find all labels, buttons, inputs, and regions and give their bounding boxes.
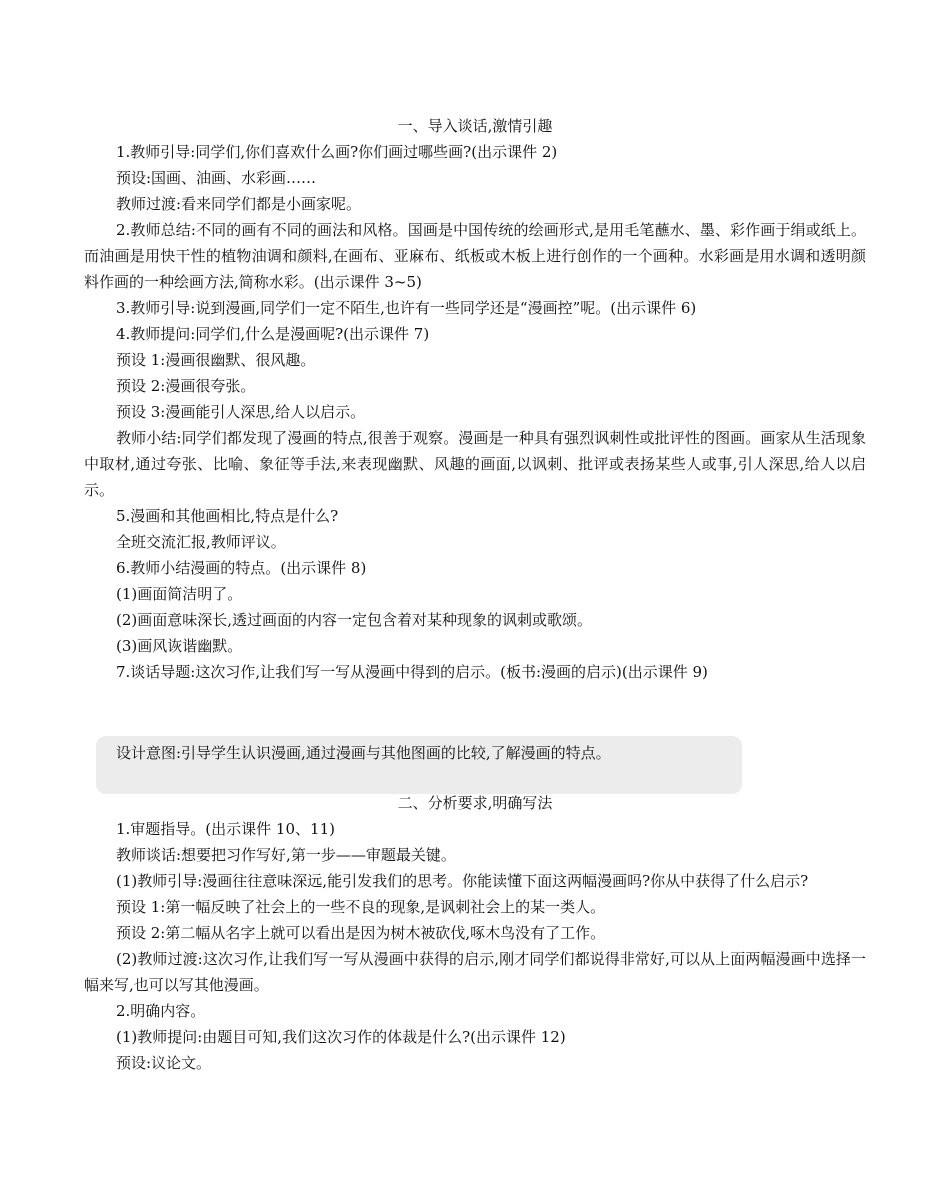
paragraph: 1.审题指导。(出示课件 10、11) bbox=[116, 820, 335, 838]
paragraph: (1)教师引导:漫画往往意味深远,能引发我们的思考。你能读懂下面这两幅漫画吗?你从中获得了什么启示? bbox=[116, 872, 809, 890]
paragraph: (1)画面简洁明了。 bbox=[116, 585, 243, 603]
paragraph: 教师谈话:想要把习作写好,第一步——审题最关键。 bbox=[116, 846, 456, 864]
paragraph: 预设:国画、油画、水彩画…… bbox=[116, 169, 317, 187]
section-1-body bbox=[84, 139, 866, 685]
section-heading-1: 一、导入谈话,激情引趣 bbox=[397, 117, 553, 135]
paragraph: 教师小结:同学们都发现了漫画的特点,很善于观察。漫画是一种具有强烈讽刺性或批评性的图画。画家从生活现象中取材,通过夸张、比喻、象征等手法,来表现幽默、风趣的画面,以讽刺、批评或表扬某些人或事,引人深思,给人以启示。 bbox=[84, 429, 866, 499]
paragraph: 5.漫画和其他画相比,特点是什么? bbox=[116, 507, 339, 525]
paragraph: 预设 1:漫画很幽默、很风趣。 bbox=[116, 351, 316, 369]
paragraph: 6.教师小结漫画的特点。(出示课件 8) bbox=[116, 559, 367, 577]
paragraph: 4.教师提问:同学们,什么是漫画呢?(出示课件 7) bbox=[116, 325, 430, 343]
section-heading-2: 二、分析要求,明确写法 bbox=[397, 794, 553, 812]
design-intent-text: 设计意图:引导学生认识漫画,通过漫画与其他图画的比较,了解漫画的特点。 bbox=[116, 744, 611, 762]
paragraph: (2)教师过渡:这次习作,让我们写一写从漫画中获得的启示,刚才同学们都说得非常好,可以从上面两幅漫画中选择一幅来写,也可以写其他漫画。 bbox=[84, 950, 866, 994]
paragraph: 预设 1:第一幅反映了社会上的一些不良的现象,是讽刺社会上的某一类人。 bbox=[116, 898, 606, 916]
paragraph: 全班交流汇报,教师评议。 bbox=[116, 533, 286, 551]
paragraph: 3.教师引导:说到漫画,同学们一定不陌生,也许有一些同学还是“漫画控”呢。(出示课件 6) bbox=[116, 299, 697, 317]
paragraph: 预设:议论文。 bbox=[116, 1054, 212, 1072]
paragraph: (2)画面意味深长,透过画面的内容一定包含着对某种现象的讽刺或歌颂。 bbox=[116, 611, 593, 629]
paragraph: 1.教师引导:同学们,你们喜欢什么画?你们画过哪些画?(出示课件 2) bbox=[116, 143, 558, 161]
paragraph: 预设 2:漫画很夸张。 bbox=[116, 377, 256, 395]
section-2-body bbox=[84, 816, 866, 1076]
paragraph: 2.教师总结:不同的画有不同的画法和风格。国画是中国传统的绘画形式,是用毛笔蘸水、墨、彩作画于绢或纸上。而油画是用快干性的植物油调和颜料,在画布、亚麻布、纸板或木板上进行创作的一个画种。水彩画是用水调和透明颜料作画的一种绘画方法,简称水彩。(出示课件 3~5) bbox=[84, 221, 866, 291]
paragraph: 预设 2:第二幅从名字上就可以看出是因为树木被砍伐,啄木鸟没有了工作。 bbox=[116, 924, 606, 942]
paragraph: 7.谈话导题:这次习作,让我们写一写从漫画中得到的启示。(板书:漫画的启示)(出示课件 9) bbox=[116, 663, 708, 681]
paragraph: (1)教师提问:由题目可知,我们这次习作的体裁是什么?(出示课件 12) bbox=[116, 1028, 566, 1046]
design-intent-box bbox=[96, 736, 742, 794]
paragraph: 2.明确内容。 bbox=[116, 1002, 206, 1020]
paragraph: 预设 3:漫画能引人深思,给人以启示。 bbox=[116, 403, 366, 421]
paragraph: (3)画风诙谐幽默。 bbox=[116, 637, 243, 655]
paragraph: 教师过渡:看来同学们都是小画家呢。 bbox=[116, 195, 362, 213]
